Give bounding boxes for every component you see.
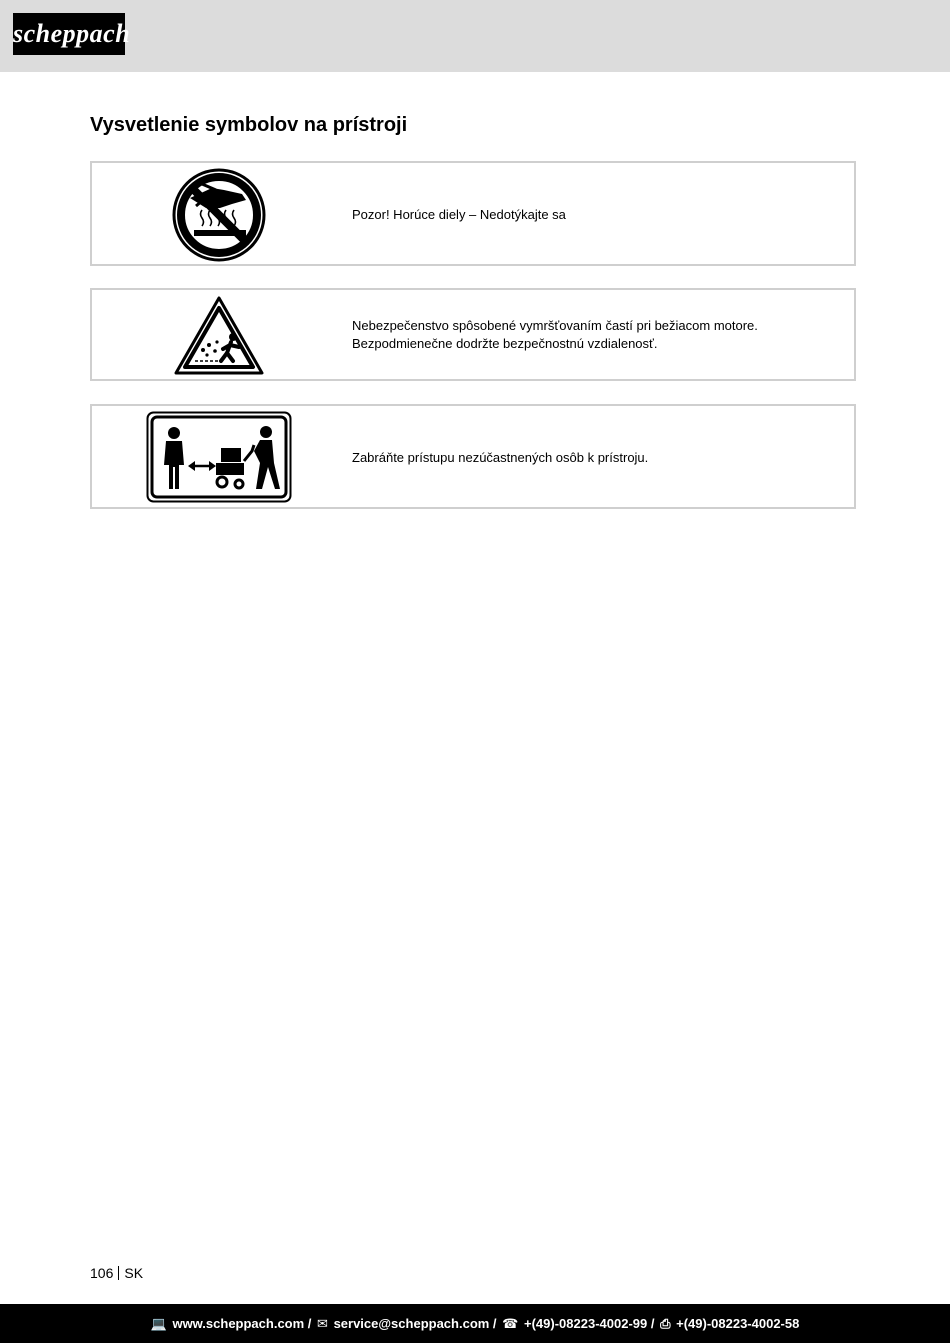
page-number: [90, 1265, 143, 1281]
symbol-row-hot-parts: [90, 161, 856, 266]
footer-email: service@scheppach.com /: [333, 1316, 497, 1331]
footer-website: www.scheppach.com /: [172, 1316, 312, 1331]
footer-phone: +(49)-08223-4002-99 /: [524, 1316, 655, 1331]
symbol-description: Zabráňte prístupu nezúčastnených osôb k prístroju.: [352, 450, 649, 465]
page-number-value: 106: [90, 1265, 114, 1281]
page-footer: [0, 1304, 950, 1343]
symbol-description: Pozor! Horúce diely – Nedotýkajte sa: [352, 207, 566, 222]
symbol-row-bystanders: [90, 404, 856, 509]
footer-fax: +(49)-08223-4002-58: [676, 1316, 800, 1331]
mail-icon: ✉: [317, 1316, 328, 1331]
no-touch-hot-surface-icon: [172, 168, 266, 262]
computer-icon: 💻: [150, 1316, 167, 1331]
symbol-description: [352, 317, 834, 353]
flying-debris-warning-icon: [173, 295, 265, 377]
page-header: [0, 0, 950, 72]
page-language: SK: [124, 1265, 144, 1281]
symbol-row-flying-parts: [90, 288, 856, 381]
page-number-divider: [118, 1266, 119, 1280]
scheppach-logo: scheppach: [13, 13, 125, 55]
page-title: Vysvetlenie symbolov na prístroji: [90, 114, 408, 136]
symbol-description-line-1: Nebezpečenstvo spôsobené vymršťovaním častí pri bežiacom motore.: [352, 318, 758, 333]
fax-icon: ⎙: [660, 1316, 671, 1331]
keep-bystanders-away-icon: [146, 411, 292, 503]
symbol-description-line-2: Bezpodmienečne dodržte bezpečnostnú vzdialenosť.: [352, 336, 658, 351]
phone-icon: ☎: [502, 1316, 519, 1331]
